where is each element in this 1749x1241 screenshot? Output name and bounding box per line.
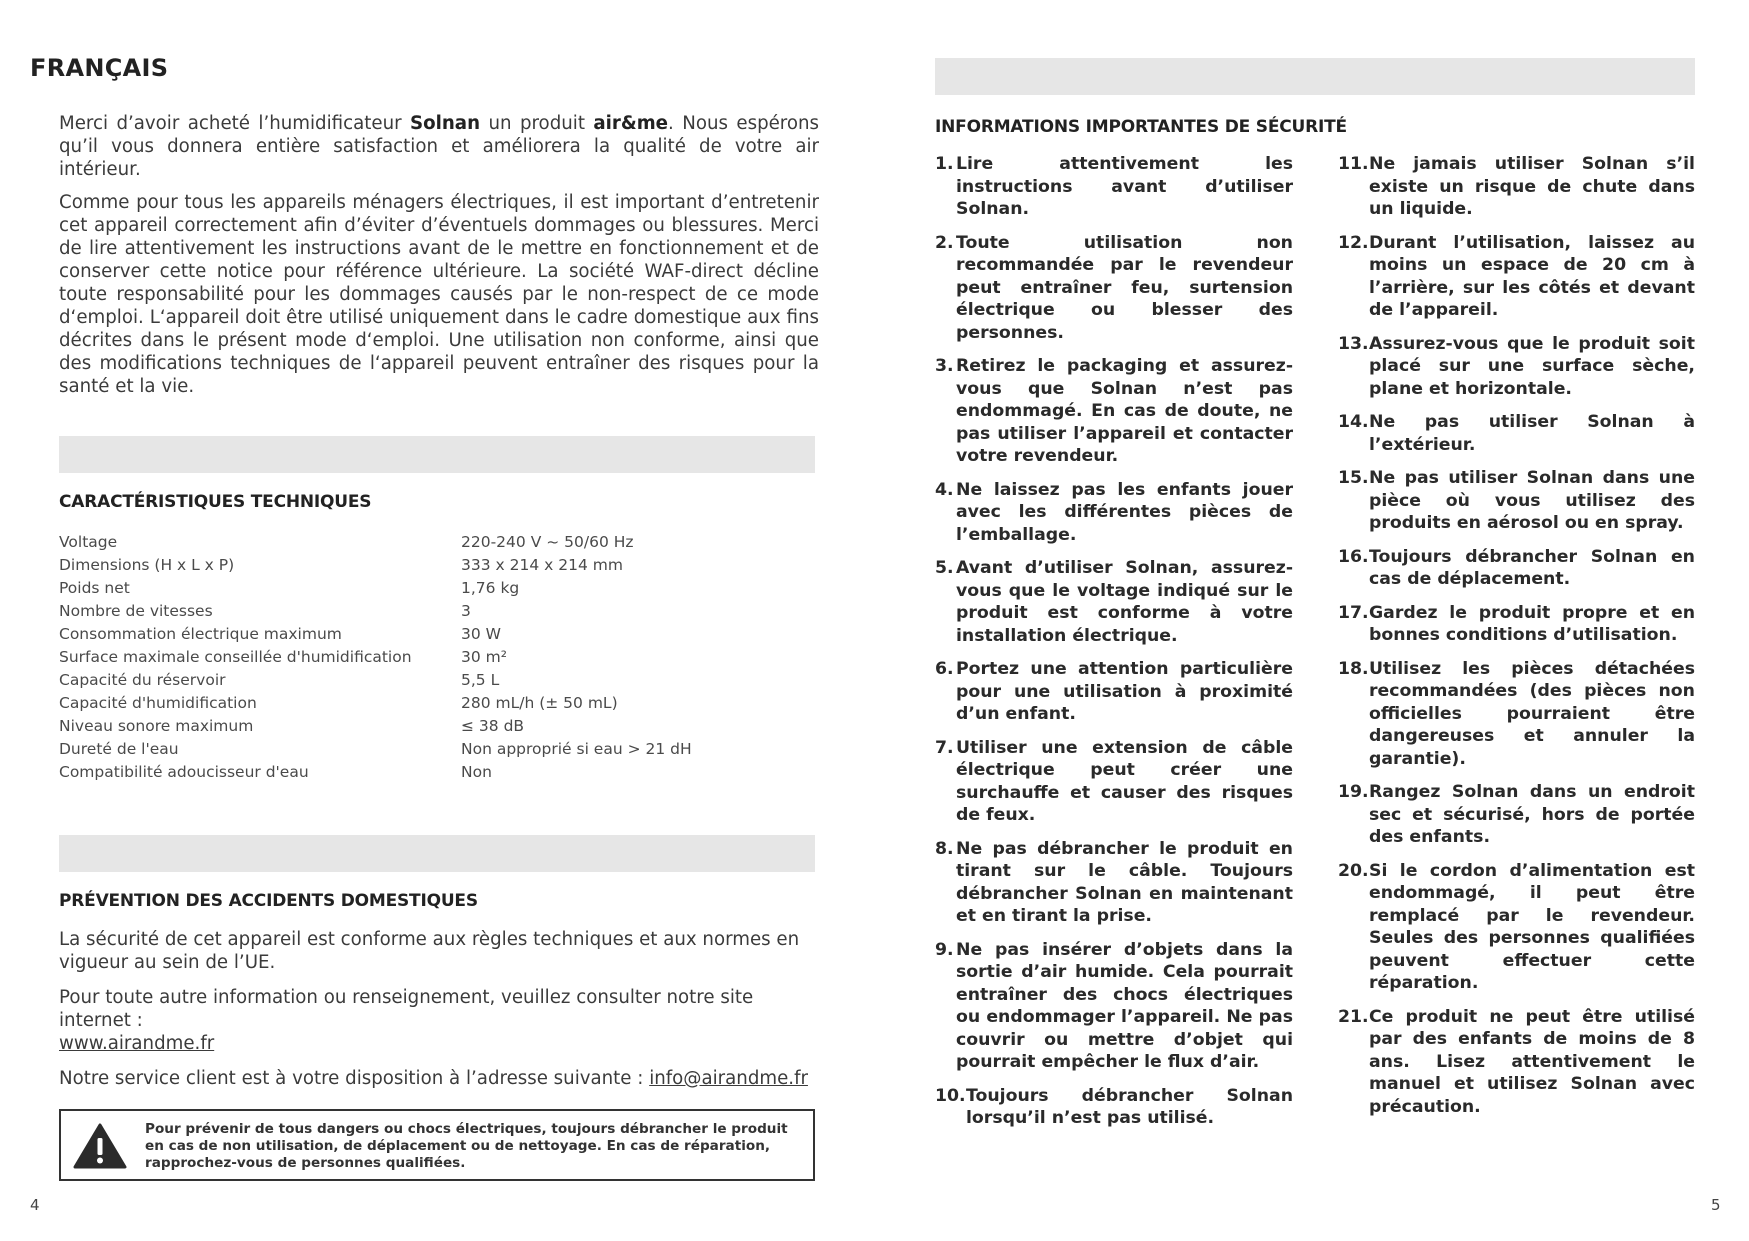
spec-row: [59, 646, 799, 669]
spec-value: Non: [461, 763, 492, 781]
safety-item-number: 9.: [935, 939, 954, 960]
safety-item-text: Durant l’utilisation, laissez au moins un espace de 20 cm à l’arrière, sur les côtés et devant de l’appareil.: [1369, 232, 1695, 320]
safety-item-number: 3.: [935, 356, 954, 376]
spec-label: Dureté de l'eau: [59, 740, 179, 758]
spec-value: Non approprié si eau > 21 dH: [461, 740, 692, 758]
safety-item-number: 5.: [935, 558, 954, 578]
spec-label: Compatibilité adoucisseur d'eau: [59, 763, 309, 781]
safety-item: [935, 479, 1293, 547]
safety-item: [1338, 781, 1695, 849]
safety-item: [1338, 333, 1695, 401]
safety-item-text: Ne pas utiliser Solnan à l’extérieur.: [1369, 412, 1695, 455]
safety-item: [935, 232, 1293, 345]
safety-item-text: Assurez-vous que le produit soit placé sur une surface sèche, plane et horizontale.: [1369, 333, 1695, 399]
safety-item-text: Utilisez les pièces détachées recommandées (des pièces non officielles pourraient être dangereuses et annuler la garantie).: [1369, 658, 1695, 769]
prevention-paragraph-2: [59, 986, 819, 1055]
safety-item-text: Ne jamais utiliser Solnan s’il existe un risque de chute dans un liquide.: [1369, 154, 1695, 219]
safety-column-1: [935, 153, 1293, 1141]
safety-item: [935, 939, 1293, 1074]
safety-title: INFORMATIONS IMPORTANTES DE SÉCURITÉ: [935, 117, 1347, 137]
warning-text: Pour prévenir de tous dangers ou chocs électriques, toujours débrancher le produit en cas de non utilisation, de déplacement ou de nettoyage. En cas de réparation, rapprochez-vous de personnes qualifiées.: [145, 1121, 788, 1171]
safety-item: [1338, 658, 1695, 771]
safety-item-number: 14.: [1338, 412, 1369, 432]
intro-paragraph-2: Comme pour tous les appareils ménagers électriques, il est important d’entretenir cet appareil correctement afin d’éviter d’éventuels dommages ou blessures. Merci de lire attentivement les instructions avant de le mettre en fonctionnement et de conserver cette notice pour référence ultérieure. La société WAF-direct décline toute responsabilité pour les dommages causés par le non-respect de ce mode d‘emploi. L‘appareil doit être utilisé uniquement dans le cadre domestique aux fins décrites dans le présent mode d‘emploi. Une utilisation non conforme, ainsi que des modifications techniques de l‘appareil peuvent entraîner des risques pour la santé et la vie.: [59, 192, 819, 397]
safety-item-number: 21.: [1338, 1006, 1369, 1027]
safety-item-number: 11.: [1338, 154, 1369, 174]
safety-item-number: 6.: [935, 659, 954, 679]
spec-label: Capacité du réservoir: [59, 671, 226, 689]
intro-text: Merci d’avoir acheté l’humidificateur: [59, 113, 411, 134]
header-bar: [935, 58, 1695, 95]
spec-label: Surface maximale conseillée d'humidification: [59, 648, 412, 666]
safety-item-text: Si le cordon d’alimentation est endommagé, il peut être remplacé par le revendeur. Seules des personnes qualifiées peuvent effectuer cette réparation.: [1369, 860, 1695, 993]
spec-label: Capacité d'humidification: [59, 694, 257, 712]
safety-item: [1338, 860, 1695, 995]
page-number-left: 4: [30, 1196, 40, 1214]
prevention-paragraph-1: La sécurité de cet appareil est conforme aux règles techniques et aux normes en vigueur au sein de l’UE.: [59, 929, 800, 973]
safety-item-number: 19.: [1338, 782, 1369, 802]
prevention-section: [59, 928, 819, 1102]
safety-item-number: 2.: [935, 232, 954, 253]
safety-item-text: Gardez le produit propre et en bonnes conditions d’utilisation.: [1369, 602, 1695, 645]
safety-item-text: Ce produit ne peut être utilisé par des enfants de moins de 8 ans. Lisez attentivement le manuel et utilisez Solnan avec précaution.: [1369, 1006, 1695, 1117]
safety-item-number: 13.: [1338, 333, 1369, 354]
intro-section: [59, 112, 819, 408]
section-divider-bar: [59, 835, 815, 872]
safety-item: [935, 355, 1293, 468]
spec-row: [59, 600, 799, 623]
safety-item: [1338, 602, 1695, 647]
intro-text: un produit: [480, 113, 594, 134]
spec-label: Niveau sonore maximum: [59, 717, 254, 735]
website-link[interactable]: www.airandme.fr: [59, 1033, 215, 1054]
spec-value: 3: [461, 602, 471, 620]
safety-item: [1338, 411, 1695, 456]
safety-item: [1338, 546, 1695, 591]
safety-item-text: Toute utilisation non recommandée par le revendeur peut entraîner feu, surtension électrique ou blesser des personnes.: [956, 232, 1293, 343]
intro-text: . Nous espérons qu’il vous donnera entière satisfaction et améliorera la qualité de votre air intérieur.: [59, 113, 820, 180]
spec-row: [59, 623, 799, 646]
prevention-paragraph-3: [59, 1067, 819, 1090]
safety-item-text: Toujours débrancher Solnan en cas de déplacement.: [1369, 546, 1695, 589]
safety-item-number: 18.: [1338, 658, 1369, 679]
spec-row: [59, 531, 799, 554]
spec-label: Voltage: [59, 533, 118, 551]
spec-row: [59, 577, 799, 600]
spec-value: 220-240 V ~ 50/60 Hz: [461, 533, 634, 551]
safety-item-text: Ne laissez pas les enfants jouer avec les différentes pièces de l’emballage.: [956, 479, 1293, 545]
product-name: Solnan: [410, 113, 481, 134]
safety-item: [935, 153, 1293, 221]
brand-name: air&me: [593, 113, 669, 134]
safety-item-text: Toujours débrancher Solnan lorsqu’il n’est pas utilisé.: [966, 1085, 1293, 1128]
spec-row: [59, 554, 799, 577]
prevention-text: Notre service client est à votre disposition à l’adresse suivante :: [59, 1068, 650, 1089]
safety-item-number: 16.: [1338, 546, 1369, 567]
safety-item-text: Ne pas utiliser Solnan dans une pièce où vous utilisez des produits en aérosol ou en spray.: [1369, 468, 1695, 533]
spec-value: 30 W: [461, 625, 501, 643]
page-number-right: 5: [1711, 1196, 1721, 1214]
email-link[interactable]: info@airandme.fr: [649, 1068, 808, 1089]
spec-row: [59, 692, 799, 715]
safety-column-2: [1338, 153, 1695, 1129]
safety-item-text: Retirez le packaging et assurez-vous que Solnan n’est pas endommagé. En cas de doute, ne pas utiliser l’appareil et contacter votre revendeur.: [956, 356, 1293, 466]
spec-value: 1,76 kg: [461, 579, 520, 597]
safety-item: [1338, 1006, 1695, 1119]
safety-item-text: Ne pas insérer d’objets dans la sortie d’air humide. Cela pourrait entraîner des chocs électriques ou endommager l’appareil. Ne pas couvrir ou mettre d’objet qui pourrait empêcher le flux d’air.: [956, 939, 1293, 1072]
safety-item: [1338, 232, 1695, 322]
safety-item-number: 4.: [935, 479, 954, 500]
spec-row: [59, 715, 799, 738]
spec-value: 333 x 214 x 214 mm: [461, 556, 623, 574]
safety-item-number: 10.: [935, 1085, 966, 1106]
intro-paragraph-1: [59, 112, 819, 181]
spec-value: ≤ 38 dB: [461, 717, 525, 735]
prevention-text: Pour toute autre information ou renseignement, veuillez consulter notre site internet :: [59, 987, 754, 1031]
safety-item-number: 12.: [1338, 232, 1369, 253]
section-divider-bar: [59, 436, 815, 473]
safety-item-number: 1.: [935, 154, 954, 174]
safety-item-number: 8.: [935, 838, 954, 859]
safety-item-number: 20.: [1338, 860, 1369, 881]
safety-item-text: Ne pas débrancher le produit en tirant sur le câble. Toujours débrancher Solnan en maintenant et en tirant la prise.: [956, 838, 1293, 926]
spec-row: [59, 761, 799, 784]
safety-item-text: Portez une attention particulière pour une utilisation à proximité d’un enfant.: [956, 659, 1293, 724]
safety-item: [935, 737, 1293, 827]
warning-triangle-icon: [73, 1123, 127, 1169]
spec-value: 5,5 L: [461, 671, 500, 689]
safety-item-number: 7.: [935, 737, 954, 758]
spec-label: Dimensions (H x L x P): [59, 556, 235, 574]
prevention-title: PRÉVENTION DES ACCIDENTS DOMESTIQUES: [59, 891, 478, 911]
safety-item-number: 17.: [1338, 602, 1369, 623]
warning-box: [59, 1109, 815, 1181]
spec-value: 280 mL/h (± 50 mL): [461, 694, 618, 712]
safety-item-text: Lire attentivement les instructions avant d’utiliser Solnan.: [956, 154, 1293, 219]
safety-item: [935, 557, 1293, 647]
spec-value: 30 m²: [461, 648, 507, 666]
safety-item: [1338, 153, 1695, 221]
safety-item-text: Rangez Solnan dans un endroit sec et sécurisé, hors de portée des enfants.: [1369, 782, 1695, 847]
safety-item: [935, 1085, 1293, 1130]
safety-item: [935, 838, 1293, 928]
language-title: FRANÇAIS: [30, 54, 169, 82]
spec-label: Consommation électrique maximum: [59, 625, 342, 643]
safety-item: [935, 658, 1293, 726]
specs-table: [59, 531, 799, 784]
safety-item-text: Avant d’utiliser Solnan, assurez-vous que le voltage indiqué sur le produit est conforme à votre installation électrique.: [956, 558, 1293, 646]
spec-label: Nombre de vitesses: [59, 602, 213, 620]
spec-label: Poids net: [59, 579, 130, 597]
specs-title: CARACTÉRISTIQUES TECHNIQUES: [59, 492, 372, 512]
safety-item: [1338, 467, 1695, 535]
spec-row: [59, 738, 799, 761]
spec-row: [59, 669, 799, 692]
safety-item-text: Utiliser une extension de câble électrique peut créer une surchauffe et causer des risques de feux.: [956, 737, 1293, 825]
safety-item-number: 15.: [1338, 468, 1369, 488]
